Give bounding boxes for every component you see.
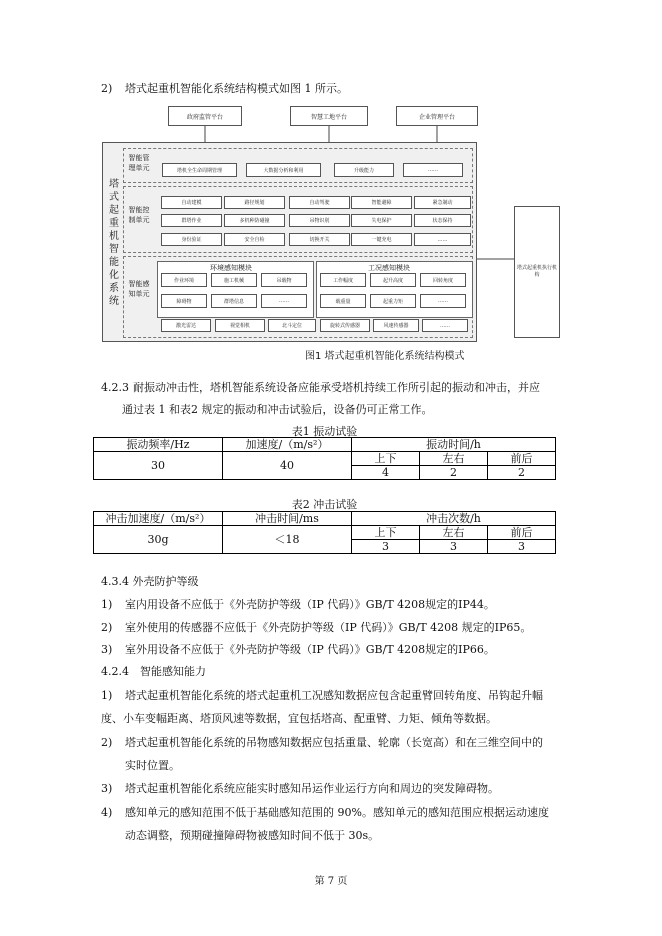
ctrl-item: 自动建模 xyxy=(161,196,222,209)
sec-424-item2-line2: 实时位置。 xyxy=(125,759,180,772)
ctrl-item: 自动驾驶 xyxy=(289,196,350,209)
table2-caption: 表2 冲击试验 xyxy=(291,498,358,511)
ctrl-unit-label: 智能控制单元 xyxy=(128,206,150,224)
table2 xyxy=(93,511,556,554)
sec-424-item-num: 4) xyxy=(101,806,113,819)
sec-424-title: 4.2.4 智能感知能力 xyxy=(101,665,206,678)
work-module-title: 工况感知模块 xyxy=(368,264,410,272)
table1-caption: 表1 振动试验 xyxy=(291,425,358,438)
env-item: 障碍物 xyxy=(161,294,207,308)
table1-header: 振动时间/h xyxy=(352,438,556,452)
env-item: 作业环境 xyxy=(161,273,207,287)
ctrl-item: 多机种防碰撞 xyxy=(224,214,285,227)
ctrl-item: 路径规划 xyxy=(224,196,285,209)
sensor-item: 风速传感器 xyxy=(373,319,419,332)
ctrl-item: 一键充电 xyxy=(351,233,412,246)
sec-424-item1-line2: 度、小车变幅距离、塔顶风速等数据，宜包括塔高、配重臂、力矩、倾角等数据。 xyxy=(101,712,497,725)
ctrl-item: 智能避障 xyxy=(351,196,412,209)
sec-424-item-text: 感知单元的感知范围不低于基础感知范围的 90%。感知单元的感知范围应根据运动速度 xyxy=(125,806,549,819)
ctrl-item: 切换开关 xyxy=(289,233,350,246)
table2-cell: 3 xyxy=(352,540,420,554)
table1-subheader: 前后 xyxy=(488,452,556,466)
table1-subheader: 左右 xyxy=(420,452,488,466)
table2-header: 冲击时间/ms xyxy=(223,512,352,526)
sec-434-item-text: 室外使用的传感器不应低于《外壳防护等级（IP 代码）》GB/T 4208 规定的IP65。 xyxy=(125,621,532,634)
ctrl-item: 群塔作业 xyxy=(161,214,222,227)
diagram-caption: 图1 塔式起重机智能化系统结构模式 xyxy=(305,351,465,362)
sec-424-item-num: 1) xyxy=(101,689,113,702)
env-item: 群塔信息 xyxy=(211,294,257,308)
table1-cell: 30 xyxy=(94,452,223,480)
intro-num: 2) xyxy=(101,82,113,95)
env-module-title: 环境感知模块 xyxy=(210,264,252,272)
table2-subheader: 上下 xyxy=(352,526,420,540)
table1-header: 加速度/（m/s²） xyxy=(223,438,352,452)
system-diagram xyxy=(100,102,565,364)
ctrl-item: 安全自检 xyxy=(224,233,285,246)
sensor-item: …… xyxy=(422,319,468,332)
sense-unit-label: 智能感知单元 xyxy=(128,280,150,298)
table2-cell: ＜18 xyxy=(223,526,352,554)
work-item: 起重力矩 xyxy=(370,294,416,308)
sec-424-item1-line1 xyxy=(101,687,543,703)
para-423-text1: 耐振动冲击性，塔机智能系统设备应能承受塔机持续工作所引起的振动和冲击，并应 xyxy=(133,381,540,394)
table1-cell: 4 xyxy=(352,466,420,480)
env-item: 吊载物 xyxy=(261,273,307,287)
table1 xyxy=(93,437,556,480)
page-number: 第 7 页 xyxy=(314,876,348,887)
intro-line xyxy=(101,80,348,96)
table2-cell: 30g xyxy=(94,526,223,554)
work-item: 起升高度 xyxy=(370,273,416,287)
sec-424-item4-line1 xyxy=(101,804,549,820)
table1-subheader: 上下 xyxy=(352,452,420,466)
table2-subheader: 前后 xyxy=(488,526,556,540)
mgmt-unit-label: 智能管理单元 xyxy=(128,154,150,172)
sec-424-item4-line2: 动态调整，预期碰撞障碍物被感知时间不低于 30s。 xyxy=(125,829,380,842)
sec-434-item-num: 3) xyxy=(101,643,113,656)
ctrl-item: 状态保持 xyxy=(414,214,471,227)
sec-434-item-text: 室内用设备不应低于《外壳防护等级（IP 代码）》GB/T 4208规定的IP44。 xyxy=(125,598,495,611)
ctrl-item: 紧急制动 xyxy=(414,196,471,209)
sensor-item: 北斗定位 xyxy=(268,319,316,332)
table1-cell: 40 xyxy=(223,452,352,480)
work-item: 工作幅度 xyxy=(320,273,366,287)
table2-header: 冲击加速度/（m/s²） xyxy=(94,512,223,526)
table2-cell: 3 xyxy=(420,540,488,554)
sec-434-item-num: 1) xyxy=(101,598,113,611)
para-423-num: 4.2.3 xyxy=(101,381,129,394)
sec-434-item xyxy=(101,619,531,635)
enterprise-platform-box: 企业管理平台 xyxy=(396,106,478,126)
sec-424-item-text: 塔式起重机智能化系统的吊物感知数据应包括重量、轮廓（长宽高）和在三维空间中的 xyxy=(125,736,543,749)
table1-cell: 2 xyxy=(488,466,556,480)
table2-header: 冲击次数/h xyxy=(352,512,556,526)
sec-434-item-text: 室外用设备不应低于《外壳防护等级（IP 代码）》GB/T 4208规定的IP66。 xyxy=(125,643,495,656)
gov-platform-box: 政府监管平台 xyxy=(168,106,242,126)
work-item: 回转角度 xyxy=(420,273,466,287)
table1-header: 振动频率/Hz xyxy=(94,438,223,452)
mgmt-item: 塔机全生命周期管理 xyxy=(162,163,237,177)
intro-text: 塔式起重机智能化系统结构模式如图 1 所示。 xyxy=(125,82,348,95)
sec-434-item-num: 2) xyxy=(101,621,113,634)
sec-434-item xyxy=(101,641,495,657)
env-item: 施工机械 xyxy=(211,273,257,287)
work-item: …… xyxy=(420,294,466,308)
para-423-line2: 通过表 1 和表2 规定的振动和冲击试验后，设备仍可正常工作。 xyxy=(122,403,433,416)
sec-424-item-text: 塔式起重机智能化系统应能实时感知吊运作业运行方向和周边的突发障碍物。 xyxy=(125,782,499,795)
sensor-item: 视觉相机 xyxy=(215,319,265,332)
ctrl-item: 失电保护 xyxy=(351,214,412,227)
ctrl-item: …… xyxy=(414,233,471,246)
sec-434-title: 4.3.4 外壳防护等级 xyxy=(101,575,199,588)
sensor-item: 激光雷达 xyxy=(161,319,211,332)
site-platform-box: 智慧工地平台 xyxy=(290,106,368,126)
sec-424-item3-line1 xyxy=(101,780,499,796)
system-label: 塔式起重机智能化系统 xyxy=(109,179,119,307)
work-item: 载重量 xyxy=(320,294,366,308)
sec-434-item xyxy=(101,596,495,612)
mgmt-item: …… xyxy=(403,163,463,177)
table2-subheader: 左右 xyxy=(420,526,488,540)
mgmt-item: 大数据分析和利用 xyxy=(246,163,321,177)
sec-424-item-num: 3) xyxy=(101,782,113,795)
mgmt-item: 升级能力 xyxy=(334,163,394,177)
para-423-line1 xyxy=(101,379,540,395)
table2-cell: 3 xyxy=(488,540,556,554)
sensor-item: 旋转式传感器 xyxy=(320,319,370,332)
sec-424-item-text: 塔式起重机智能化系统的塔式起重机工况感知数据应包含起重臂回转角度、吊钩起升幅 xyxy=(125,689,543,702)
sec-424-item2-line1 xyxy=(101,734,543,750)
actuator-box: 塔式起重机执行机构 xyxy=(514,206,560,338)
sec-424-item-num: 2) xyxy=(101,736,113,749)
table1-cell: 2 xyxy=(420,466,488,480)
env-item: …… xyxy=(261,294,307,308)
ctrl-item: 身份验证 xyxy=(161,233,222,246)
ctrl-item: 吊物识别 xyxy=(289,214,350,227)
